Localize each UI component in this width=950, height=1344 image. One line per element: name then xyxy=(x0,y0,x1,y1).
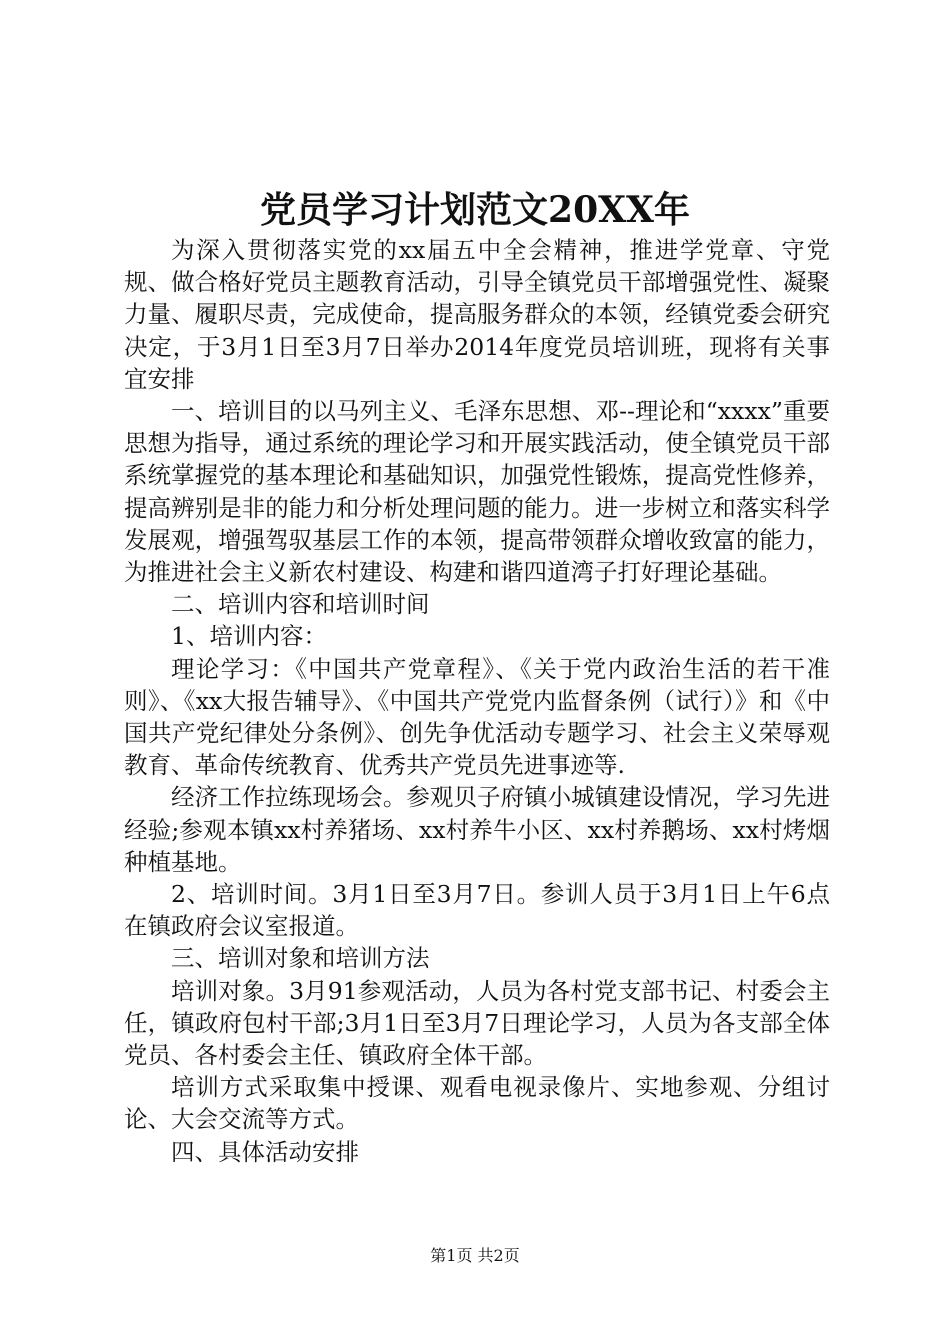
training-target-paragraph: 培训对象。3月91参观活动，人员为各村党支部书记、村委会主任，镇政府包村干部;3月1日至3月7日理论学习，人员为各支部全体党员、各村委会主任、镇政府全体干部。 xyxy=(124,976,830,1070)
section-2-heading: 二、培训内容和培训时间 xyxy=(171,590,430,619)
training-time-paragraph: 2、培训时间。3月1日至3月7日。参训人员于3月1日上午6点在镇政府会议室报道。 xyxy=(124,880,830,941)
page-number-footer: 第1页 共2页 xyxy=(430,1246,520,1265)
economic-field-meeting-paragraph: 经济工作拉练现场会。参观贝子府镇小城镇建设情况，学习先进经验;参观本镇xx村养猪场、xx村养牛小区、xx村养鹅场、xx村烤烟种植基地。 xyxy=(124,783,830,876)
section-4-heading: 四、具体活动安排 xyxy=(171,1137,359,1166)
subsection-training-content-heading: 1、培训内容： xyxy=(171,622,327,651)
document-body xyxy=(124,234,830,1168)
intro-paragraph: 为深入贯彻落实党的xx届五中全会精神，推进学党章、守党规、做合格好党员主题教育活动，引导全镇党员干部增强党性、凝聚力量、履职尽责，完成使命，提高服务群众的本领，经镇党委会研究决定，于3月1日至3月7日举办2014年度党员培训班，现将有关事宜安排 xyxy=(124,236,830,393)
document-title: 党员学习计划范文20XX年 xyxy=(260,189,690,231)
theory-study-paragraph: 理论学习：《中国共产党章程》、《关于党内政治生活的若干准则》、《xx大报告辅导》、《中国共产党党内监督条例（试行）》和《中国共产党纪律处分条例》、创先争优活动专题学习、社会主义荣辱观教育、革命传统教育、优秀共产党员先进事迹等. xyxy=(124,654,830,780)
section-3-heading: 三、培训对象和培训方法 xyxy=(171,944,430,973)
training-method-paragraph: 培训方式采取集中授课、观看电视录像片、实地参观、分组讨论、大会交流等方式。 xyxy=(124,1073,830,1134)
section-1-training-purpose: 一、培训目的以马列主义、毛泽东思想、邓--理论和“xxxx”重要思想为指导，通过系统的理论学习和开展实践活动，使全镇党员干部系统掌握党的基本理论和基础知识，加强党性锻炼，提高党性修养，提高辨别是非的能力和分析处理问题的能力。进一步树立和落实科学发展观，增强驾驭基层工作的本领，提高带领群众增收致富的能力，为推进社会主义新农村建设、构建和谐四道湾子打好理论基础。 xyxy=(124,397,830,587)
